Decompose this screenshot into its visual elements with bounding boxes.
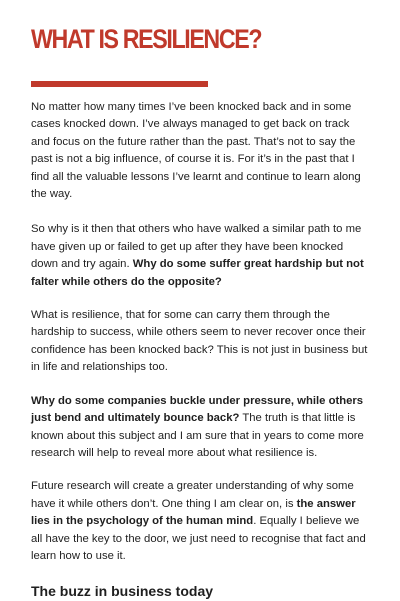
paragraph-text: What is resilience, that for some can carry them through the hardship to success, while others seem to never recover once their confidence has been knocked back? This is not just in business but in life and relationships too. (31, 309, 368, 374)
paragraph-text: The truth is that little is known about this subject and I am sure that in years to come more research will help to reveal more about what resilience is. (31, 412, 364, 459)
paragraph-4 (31, 393, 371, 463)
article-title: WHAT IS RESILIENCE? (31, 24, 262, 54)
paragraph-bold-text: the answer lies in the psychology of the human mind (31, 497, 356, 528)
paragraph-2 (31, 221, 371, 291)
paragraph-text: So why is it then that others who have walked a similar path to me have given up or failed to get up after they have been knocked down and try again. (31, 223, 362, 271)
article-body (31, 99, 371, 601)
paragraph-text: . Equally I believe we all have the key to the door, we just need to recognise that fact and learn how to use it. (31, 515, 366, 562)
title-underline-bar (31, 81, 208, 87)
paragraph-text: Future research will create a greater understanding of why some have it while others don’t. One thing I am clear on, is (31, 480, 354, 510)
paragraph-bold-text: Why do some suffer great hardship but not falter while others do the opposite? (31, 258, 364, 288)
paragraph-1 (31, 99, 371, 203)
paragraph-3 (31, 307, 371, 377)
paragraph-bold-text: Why do some companies buckle under pressure, while others just bend and ultimately bounce back? (31, 394, 364, 425)
paragraph-5 (31, 478, 371, 565)
paragraph-text: No matter how many times I’ve been knocked back and in some cases knocked down. I’ve always managed to get back on track and focus on the future rather than the past. That’s not to say the past is not a big influence, of course it is. For it’s in the past that I find all the valuable lessons I’ve learnt and continue to learn along the way. (31, 101, 361, 201)
section-subheading: The buzz in business today (31, 583, 214, 600)
